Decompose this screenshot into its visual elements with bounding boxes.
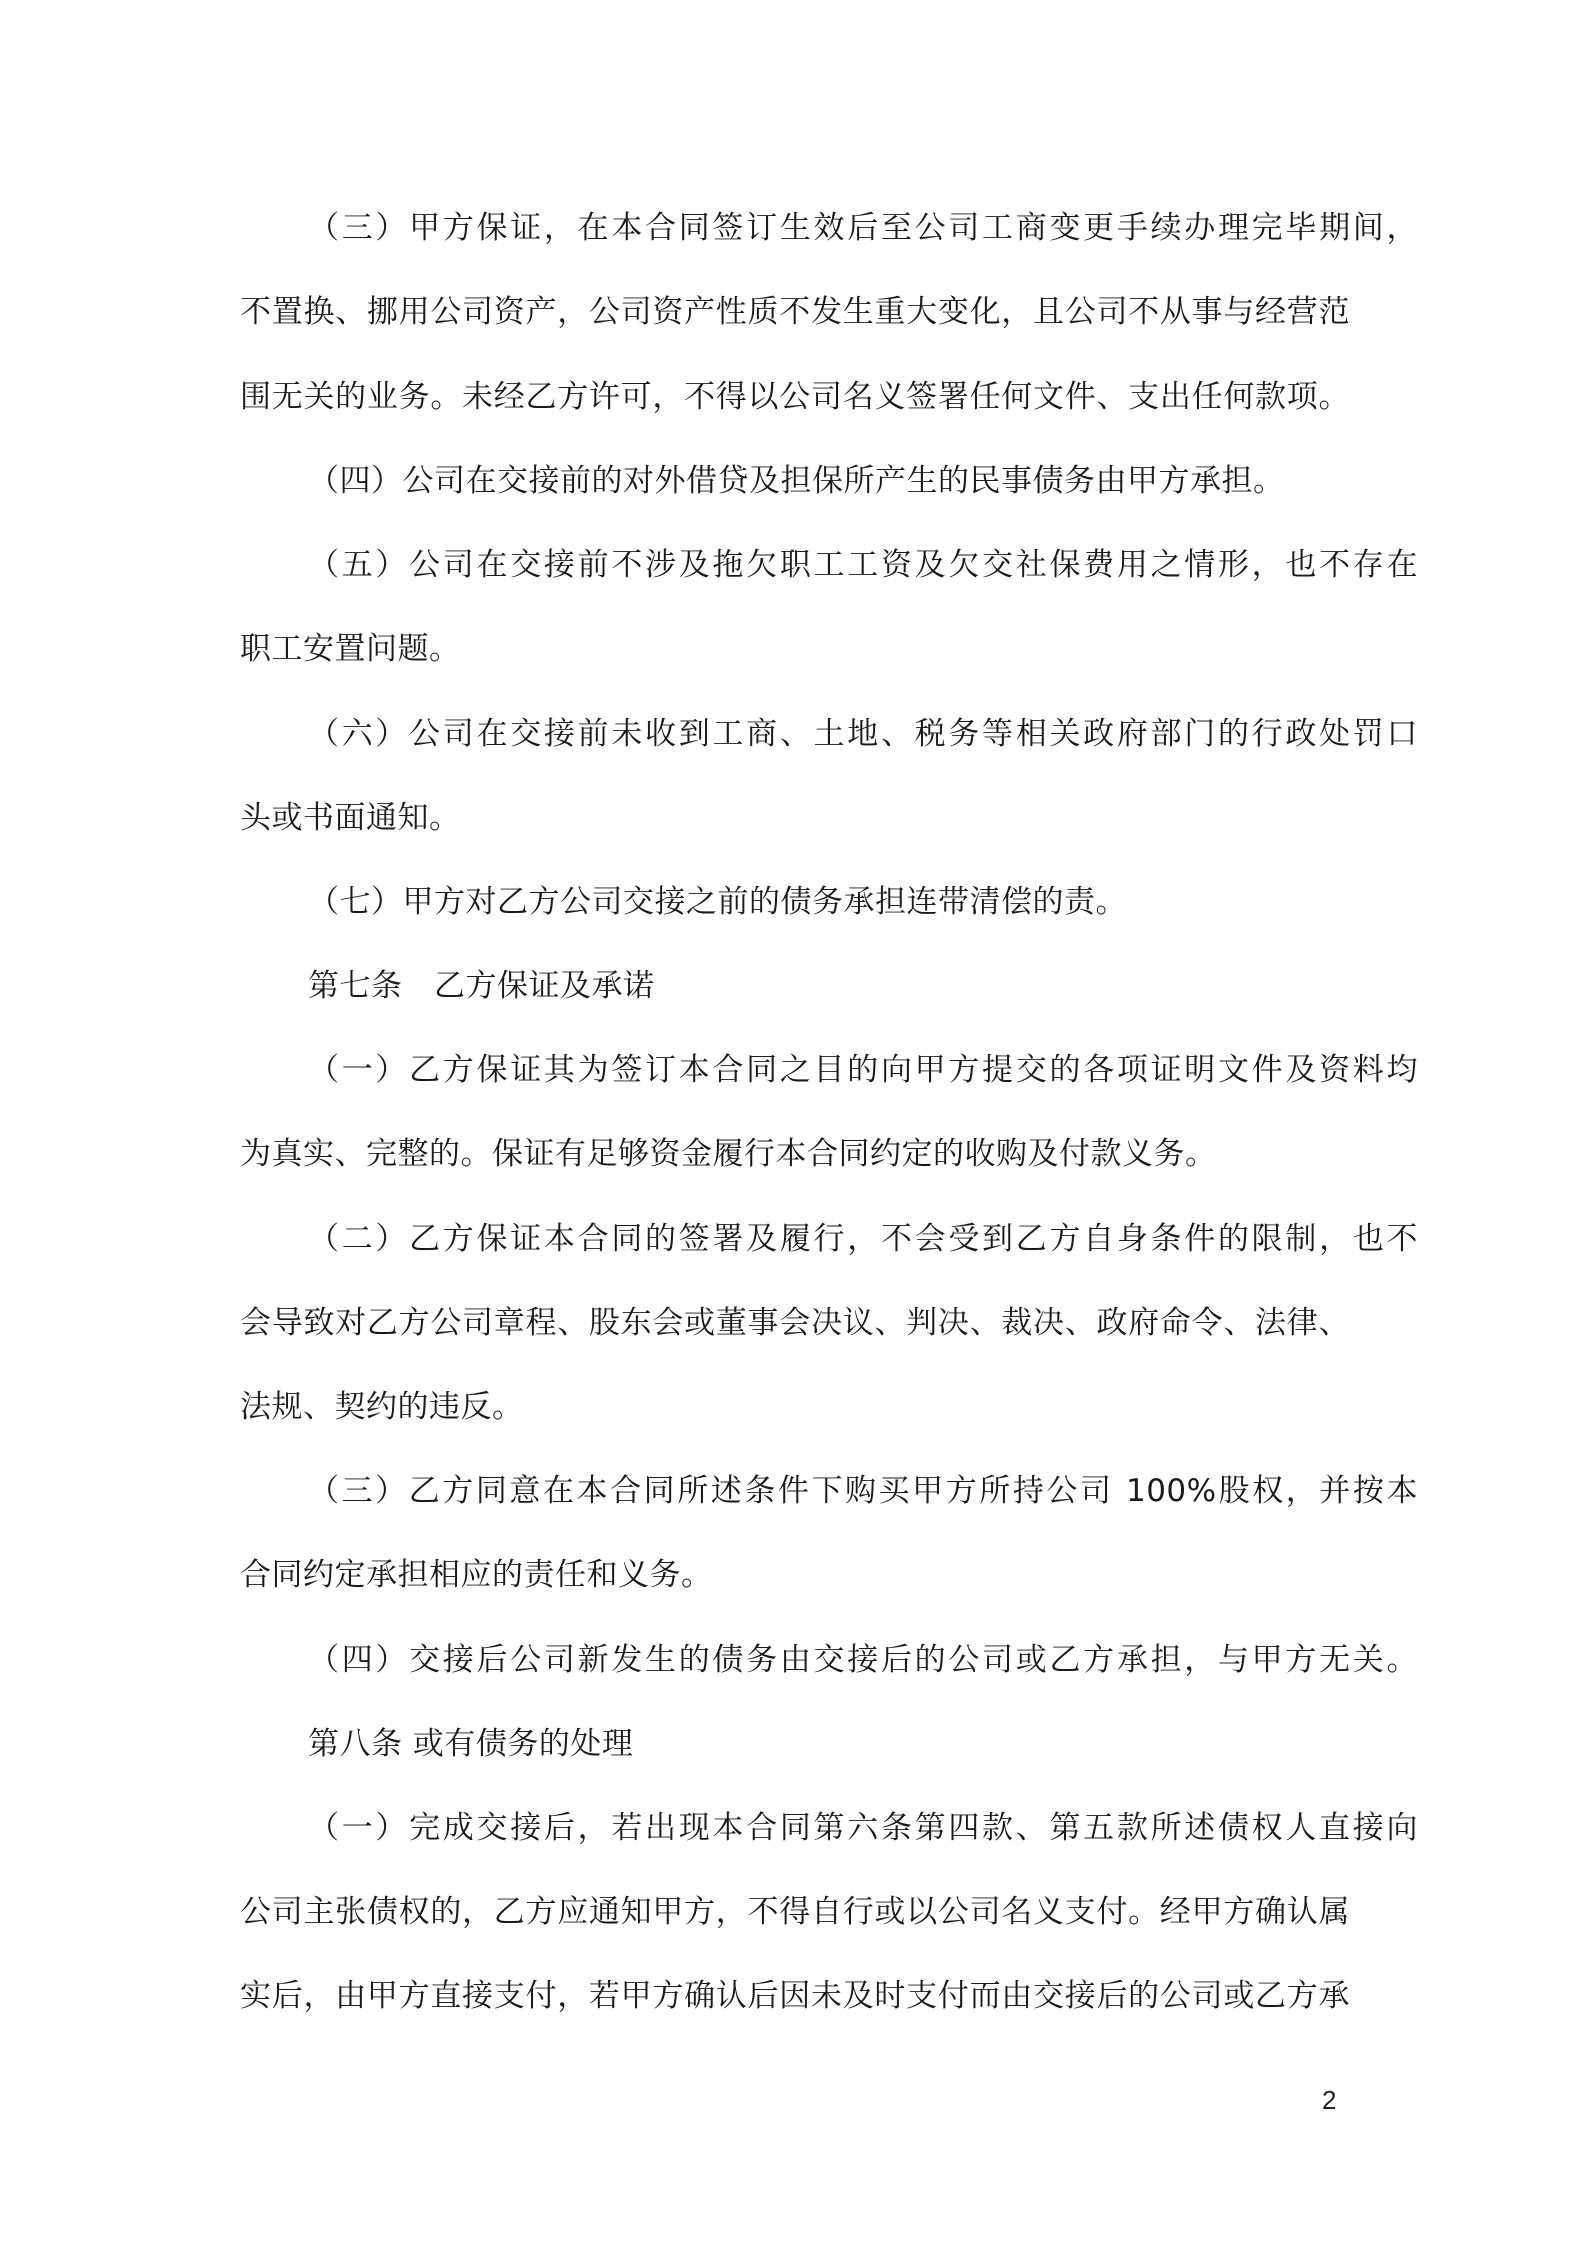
page-number: 2 [1322,2085,1337,2115]
paragraph-line: （一）乙方保证其为签订本合同之目的向甲方提交的各项证明文件及资料均 [308,1052,1418,1088]
paragraph-line: （二）乙方保证本合同的签署及履行，不会受到乙方自身条件的限制，也不 [308,1221,1418,1257]
paragraph-line: 公司主张债权的，乙方应通知甲方，不得自行或以公司名义支付。经甲方确认属 [240,1894,1350,1930]
paragraph-line: 职工安置问题。 [240,631,461,667]
paragraph-line: （一）完成交接后，若出现本合同第六条第四款、第五款所述债权人直接向 [308,1810,1418,1846]
paragraph-line: 法规、契约的违反。 [240,1389,524,1425]
paragraph-line: （五）公司在交接前不涉及拖欠职工工资及欠交社保费用之情形，也不存在 [308,547,1418,583]
section-heading: 第七条 乙方保证及承诺 [308,968,655,1004]
paragraph-line: （三）乙方同意在本合同所述条件下购买甲方所持公司 100%股权，并按本 [308,1473,1418,1509]
paragraph-line: 合同约定承担相应的责任和义务。 [240,1557,713,1593]
paragraph-line: 头或书面通知。 [240,800,461,836]
paragraph-line: （四）公司在交接前的对外借贷及担保所产生的民事债务由甲方承担。 [308,463,1285,499]
paragraph-line: 实后，由甲方直接支付，若甲方确认后因未及时支付而由交接后的公司或乙方承 [240,1978,1350,2014]
paragraph-line: （四）交接后公司新发生的债务由交接后的公司或乙方承担，与甲方无关。 [308,1642,1418,1678]
paragraph-line: （六）公司在交接前未收到工商、土地、税务等相关政府部门的行政处罚口 [308,716,1418,752]
paragraph-line: （三）甲方保证，在本合同签订生效后至公司工商变更手续办理完毕期间， [308,210,1418,246]
section-heading: 第八条 或有债务的处理 [308,1726,634,1762]
paragraph-line: 围无关的业务。未经乙方许可，不得以公司名义签署任何文件、支出任何款项。 [240,379,1350,415]
paragraph-line: 为真实、完整的。保证有足够资金履行本合同约定的收购及付款义务。 [240,1136,1217,1172]
paragraph-line: 不置换、挪用公司资产，公司资产性质不发生重大变化，且公司不从事与经营范 [240,294,1350,330]
paragraph-line: 会导致对乙方公司章程、股东会或董事会决议、判决、裁决、政府命令、法律、 [240,1305,1350,1341]
paragraph-line: （七）甲方对乙方公司交接之前的债务承担连带清偿的责。 [308,884,1127,920]
